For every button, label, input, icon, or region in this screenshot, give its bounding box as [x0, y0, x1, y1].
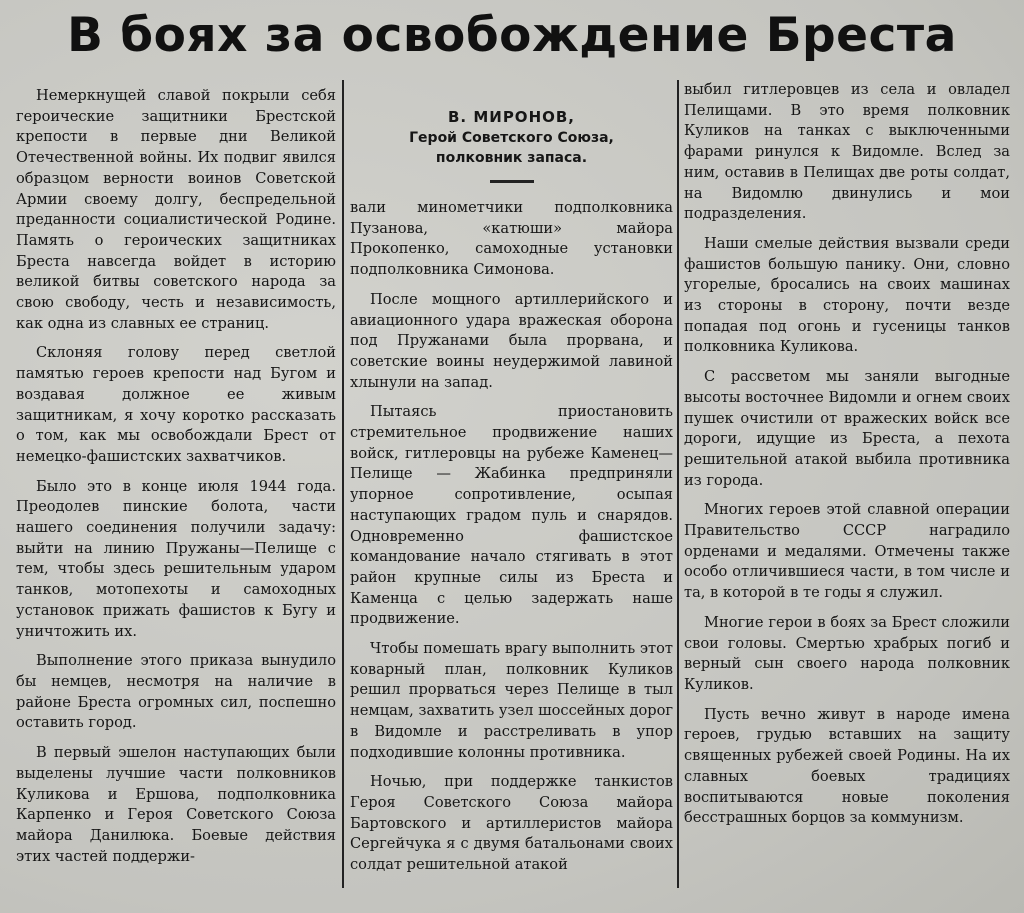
paragraph: Склоняя голову перед светлой памятью героев крепости над Бугом и воздавая должное ее живым защитникам, я хочу коротко рассказать о том, как мы освобождали Брест от немецко-фашистских захватчиков.: [16, 344, 336, 465]
paragraph: Пытаясь приостановить стремительное продвижение наших войск, гитлеровцы на рубеже Каменец—Пелище — Жабинка предприняли упорное сопротивление, осыпая наступающих градом пуль и снарядов. Одновременно фашистское командование начало стягивать в этот район крупные силы из Бреста и Каменца с целью задержать наше продвижение.: [350, 403, 673, 628]
author-byline: [350, 106, 673, 183]
paragraph: выбил гитлеровцев из села и овладел Пелищами. В это время полковник Куликов на танках с выключенными фарами ринулся к Видомле. Вслед за ним, оставив в Пелищах две роты солдат, на Видомлю двинулись и мои подразделения.: [684, 81, 1010, 223]
paragraph: Немеркнущей славой покрыли себя героические защитники Брестской крепости в первые дни Великой Отечественной войны. Их подвиг явился образцом верности воинов Советской Армии своему долгу, беспредельной преданности социалистической Родине. Память о героических защитниках Бреста навсегда войдет в историю великой битвы советского народа за свою свободу, честь и независимость, как одна из славных ее страниц.: [16, 87, 336, 332]
paragraph: Было это в конце июля 1944 года. Преодолев пинские болота, части нашего соединения получили задачу: выйти на линию Пружаны—Пелище с тем, чтобы здесь решительным ударом танков, мотопехоты и самоходных установок прижать фашистов к Бугу и уничтожить их.: [16, 477, 336, 640]
paragraph: Пусть вечно живут в народе имена героев, грудью вставших на защиту священных рубежей своей Родины. На их славных боевых традициях воспитываются новые поколения бесстрашных борцов за коммунизм.: [684, 705, 1010, 827]
paragraph: Чтобы помешать врагу выполнить этот коварный план, полковник Куликов решил прорваться через Пелище в тыл немцам, захватить узел шоссейных дорог в Видомле и расстреливать в упор подходившие колонны противника.: [350, 640, 673, 761]
article-column-1: [16, 86, 336, 876]
article-column-3: [684, 80, 1010, 838]
paragraph: Наши смелые действия вызвали среди фашистов большую панику. Они, словно угорелые, бросались на своих машинах из стороны в сторону, почти везде попадая под огонь и гусеницы танков полковника Куликова.: [684, 234, 1010, 356]
article-column-2: [350, 198, 673, 885]
author-rank-line-2: полковник запаса.: [435, 150, 588, 166]
paragraph: После мощного артиллерийского и авиационного удара вражеская оборона под Пружанами была прорвана, и советские воины неудержимой лавиной хлынули на запад.: [350, 290, 673, 391]
paragraph: Многих героев этой славной операции Правительство СССР наградило орденами и медалями. Отмечены также особо отличившиеся части, в том числе и та, в которой в те годы я служил.: [684, 501, 1010, 602]
paragraph: Выполнение этого приказа вынудило бы немцев, несмотря на наличие в районе Бреста огромных сил, поспешно оставить город.: [16, 652, 336, 732]
column-divider-1: [342, 80, 344, 888]
paragraph: Ночью, при поддержке танкистов Героя Советского Союза майора Бартовского и артиллеристов майора Сергейчука я с двумя батальонами своих солдат решительной атакой: [350, 773, 673, 874]
paragraph: С рассветом мы заняли выгодные высоты восточнее Видомли и огнем своих пушек очистили от вражеских войск все дороги, идущие из Бреста, а пехота решительной атакой выбила противника из города.: [684, 368, 1010, 489]
author-name: В. МИРОНОВ,: [447, 108, 575, 126]
author-rank-line-1: Герой Советского Союза,: [409, 130, 614, 146]
byline-separator: [490, 180, 534, 183]
column-divider-2: [677, 80, 679, 888]
paragraph: вали минометчики подполковника Пузанова, «катюши» майора Прокопенко, самоходные установки подполковника Симонова.: [350, 199, 673, 279]
paragraph: Многие герои в боях за Брест сложили свои головы. Смертью храбрых погиб и верный сын своего народа полковник Куликов.: [684, 613, 1010, 693]
paragraph: В первый эшелон наступающих были выделены лучшие части полковников Куликова и Ершова, подполковника Карпенко и Героя Советского Союза майора Данилюка. Боевые действия этих частей поддержи-: [16, 744, 336, 865]
article-headline: В боях за освобождение Бреста: [67, 8, 957, 63]
